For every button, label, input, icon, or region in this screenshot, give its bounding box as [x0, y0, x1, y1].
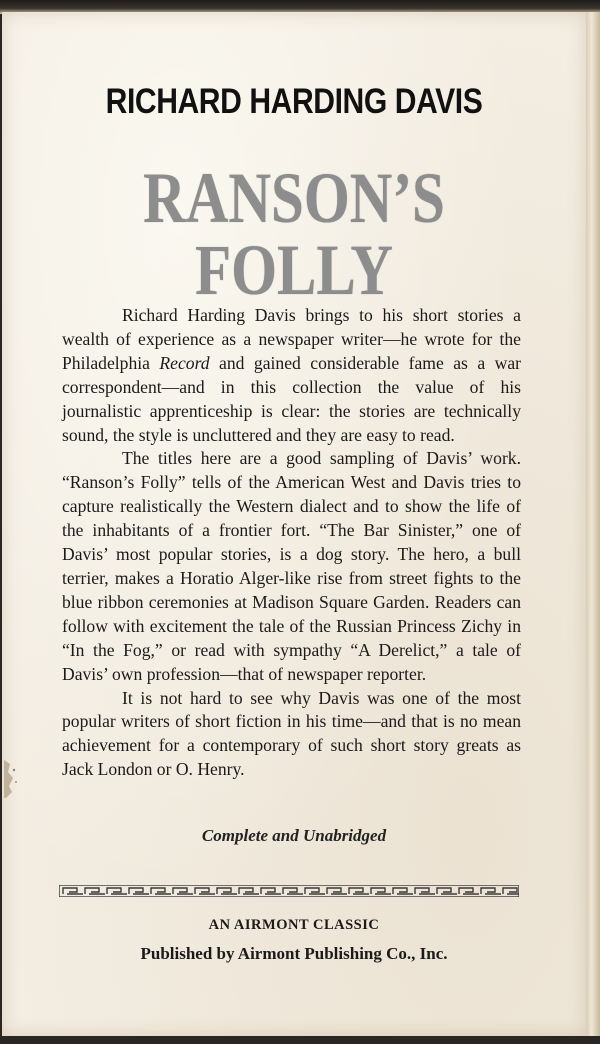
worn-edge-mark: [4, 752, 26, 802]
blurb-paragraph: [62, 687, 521, 783]
paragraph-text: Richard Harding Davis brings to his short stories a wealth of experience as a newspaper writer—he wrote for the Philadelphia: [62, 305, 521, 373]
greek-key-border: [59, 885, 519, 897]
description-blurb: [62, 304, 521, 782]
blurb-paragraph: [62, 447, 521, 686]
paragraph-text: and gained considerable fame as a war correspondent—and in this collection the value of his journalistic apprenticeship is clear: the stories are technically sound, the style is uncluttered and they are easy to read.: [62, 352, 521, 445]
paragraph-text: It is not hard to see why Davis was one of the most popular writers of short fiction in his time—and that is no mean achievement for a contemporary of such short story greats as Jack London or O. Henry.: [62, 687, 521, 780]
blurb-paragraph: [62, 304, 521, 447]
book-title: RANSON’S FOLLY: [143, 158, 445, 310]
book-spine-edge: [586, 12, 600, 1036]
paragraph-text: The titles here are a good sampling of Davis’ work. “Ranson’s Folly” tells of the American West and Davis tries to capture realistically the Western dialect and to show the life of the inhabitants of a frontier fort. “The Bar Sinister,” one of Davis’ most popular stories, is a dog story. The hero, a bull terrier, makes a Horatio Alger-like rise from street fights to the blue ribbon ceremonies at Madison Square Garden. Readers can follow with excitement the tale of the Russian Princess Zichy in “In the Fog,” or read with sympathy “A Derelict,” a tale of Davis’ own profession—that of newspaper reporter.: [62, 448, 521, 684]
publisher-line: Published by Airmont Publishing Co., Inc.: [140, 944, 448, 963]
author-name: RICHARD HARDING DAVIS: [105, 82, 483, 121]
book-back-cover: [2, 12, 586, 1036]
series-name: AN AIRMONT CLASSIC: [208, 917, 380, 933]
italic-text: Record: [159, 352, 210, 373]
edition-note: Complete and Unabridged: [201, 826, 387, 845]
